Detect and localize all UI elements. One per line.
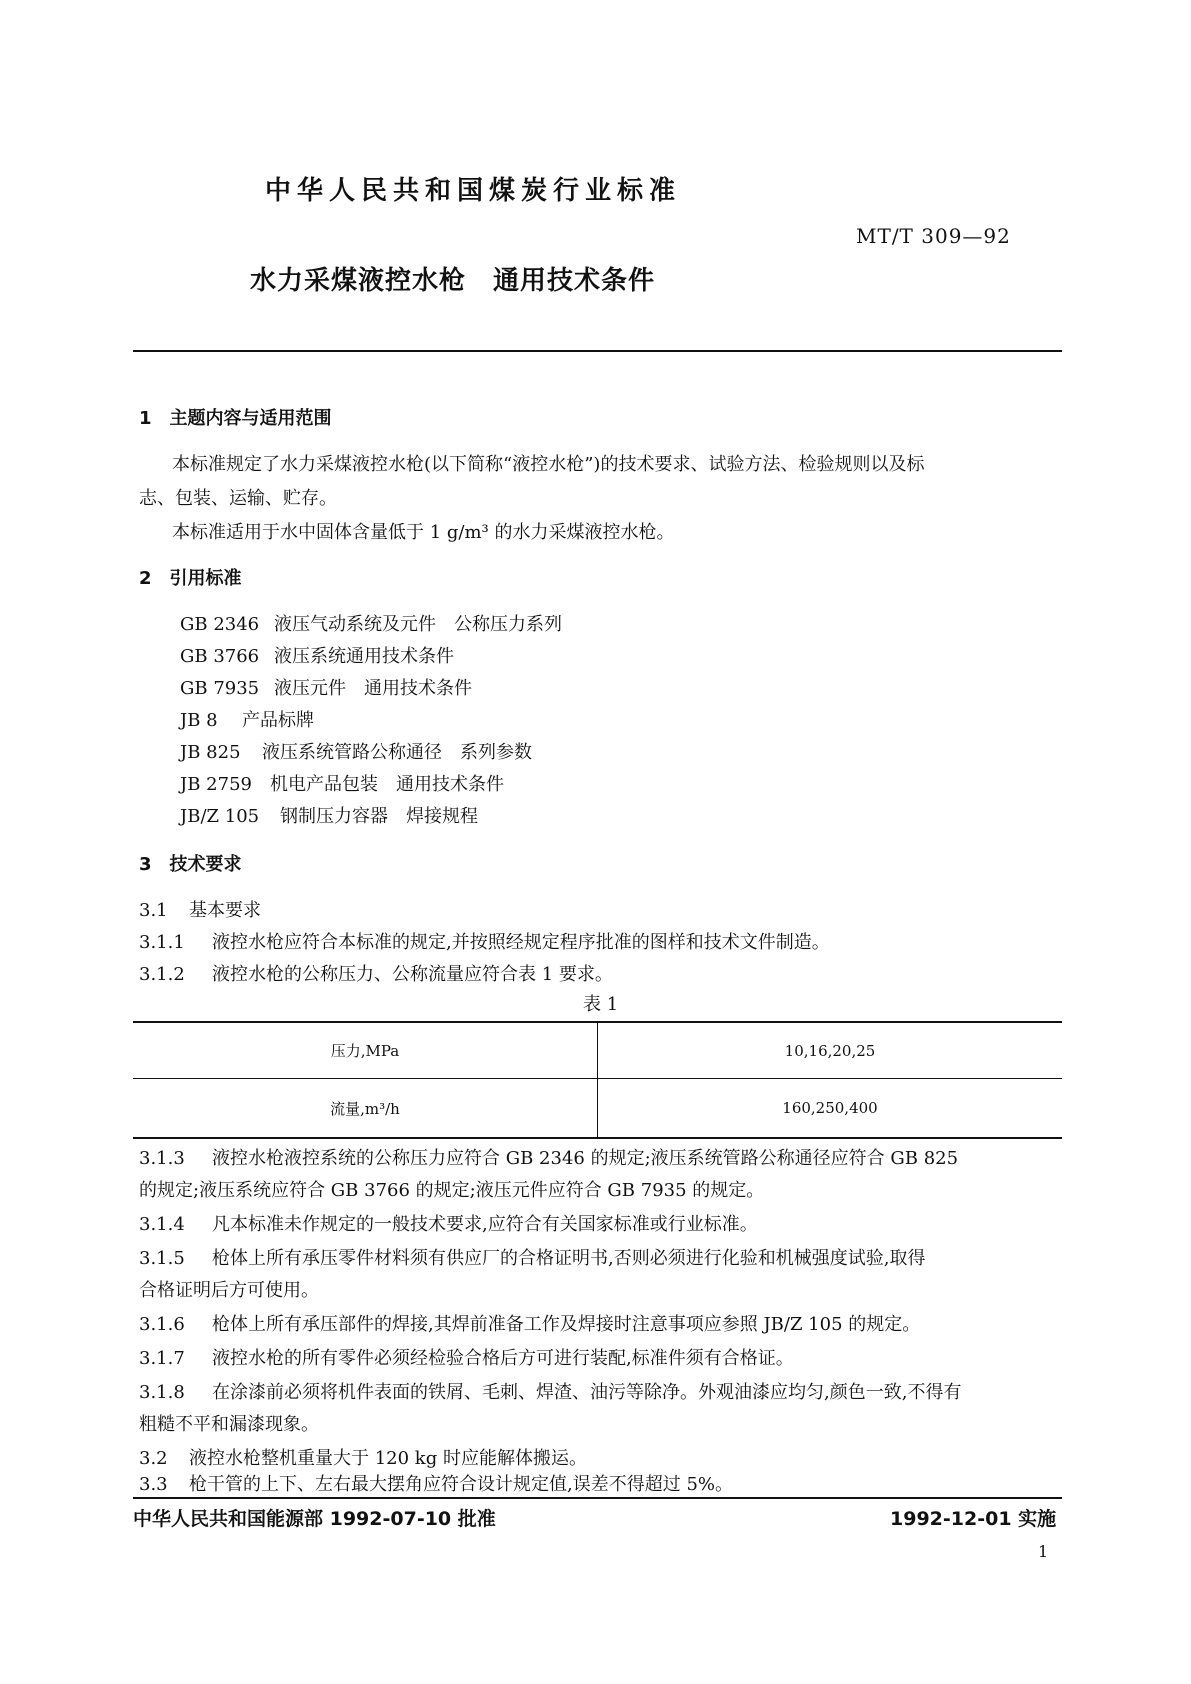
reference-item bbox=[180, 770, 504, 796]
clause-number: 3.1.1 bbox=[139, 932, 185, 953]
clause-number: 3.1.3 bbox=[139, 1148, 185, 1169]
reference-code: GB 3766 bbox=[180, 646, 260, 667]
table-cell-label: 压力,MPa bbox=[133, 1022, 598, 1079]
clause-number: 3.1.4 bbox=[139, 1214, 185, 1235]
section-1-heading: 1 主题内容与适用范围 bbox=[139, 408, 332, 429]
section-3-heading: 3 技术要求 bbox=[139, 854, 242, 875]
reference-code: GB 2346 bbox=[180, 614, 260, 635]
clause-number: 3.2 bbox=[139, 1448, 168, 1469]
org-title: 中华人民共和国煤炭行业标准 bbox=[265, 176, 682, 206]
reference-code: JB 825 bbox=[180, 742, 241, 763]
reference-code: JB 8 bbox=[180, 710, 218, 731]
section-1-para-1-line-1: 本标准规定了水力采煤液控水枪(以下简称“液控水枪”)的技术要求、试验方法、检验规则以及标 bbox=[172, 454, 925, 475]
clause-number: 3.1 bbox=[139, 900, 168, 921]
clause-3-1-2 bbox=[139, 960, 613, 986]
clause-3-3 bbox=[139, 1470, 733, 1496]
section-1-para-1-line-2: 志、包装、运输、贮存。 bbox=[139, 488, 337, 509]
reference-code: JB 2759 bbox=[180, 774, 252, 795]
clause-3-1-7 bbox=[139, 1344, 794, 1370]
standard-code: MT/T 309—92 bbox=[856, 224, 1011, 248]
clause-text: 基本要求 bbox=[189, 900, 261, 921]
reference-item bbox=[180, 706, 314, 732]
reference-code: GB 7935 bbox=[180, 678, 260, 699]
table-1 bbox=[133, 1021, 1062, 1139]
reference-title: 机电产品包装 通用技术条件 bbox=[270, 774, 504, 795]
clause-3-1-6 bbox=[139, 1310, 920, 1336]
table-row bbox=[133, 1022, 1062, 1079]
reference-title: 钢制压力容器 焊接规程 bbox=[280, 806, 478, 827]
clause-3-1-1 bbox=[139, 928, 830, 954]
clause-number: 3.1.5 bbox=[139, 1248, 185, 1269]
clause-text: 液控水枪液控系统的公称压力应符合 GB 2346 的规定;液压系统管路公称通径应符合 GB 825 bbox=[212, 1148, 959, 1169]
document-title: 水力采煤液控水枪 通用技术条件 bbox=[250, 266, 656, 296]
section-2-heading: 2 引用标准 bbox=[139, 568, 242, 589]
clause-number: 3.1.8 bbox=[139, 1382, 185, 1403]
clause-3-1-8-continuation: 粗糙不平和漏漆现象。 bbox=[139, 1414, 319, 1435]
reference-title: 液压系统通用技术条件 bbox=[274, 646, 454, 667]
approval-line: 中华人民共和国能源部 1992-07-10 批准 bbox=[133, 1508, 496, 1530]
clause-3-1-3-continuation: 的规定;液压系统应符合 GB 3766 的规定;液压元件应符合 GB 7935 的规定。 bbox=[139, 1180, 765, 1201]
effective-date: 1992-12-01 实施 bbox=[890, 1508, 1057, 1530]
clause-number: 3.3 bbox=[139, 1474, 168, 1495]
clause-3-1-5-continuation: 合格证明后方可使用。 bbox=[139, 1280, 319, 1301]
table-row bbox=[133, 1079, 1062, 1139]
clause-text: 液控水枪应符合本标准的规定,并按照经规定程序批准的图样和技术文件制造。 bbox=[212, 932, 830, 953]
reference-title: 液压系统管路公称通径 系列参数 bbox=[262, 742, 532, 763]
header-divider bbox=[133, 350, 1062, 352]
clause-number: 3.1.7 bbox=[139, 1348, 185, 1369]
page-number: 1 bbox=[1038, 1542, 1049, 1561]
clause-text: 枪干管的上下、左右最大摆角应符合设计规定值,误差不得超过 5%。 bbox=[189, 1474, 733, 1495]
clause-3-1 bbox=[139, 896, 261, 922]
clause-3-2 bbox=[139, 1444, 587, 1470]
clause-number: 3.1.6 bbox=[139, 1314, 185, 1335]
clause-text: 液控水枪的公称压力、公称流量应符合表 1 要求。 bbox=[212, 964, 613, 985]
footer-divider bbox=[133, 1497, 1062, 1499]
reference-title: 产品标牌 bbox=[242, 710, 314, 731]
clause-text: 凡本标准未作规定的一般技术要求,应符合有关国家标准或行业标准。 bbox=[212, 1214, 758, 1235]
clause-text: 枪体上所有承压部件的焊接,其焊前准备工作及焊接时注意事项应参照 JB/Z 105 的规定。 bbox=[212, 1314, 921, 1335]
reference-item bbox=[180, 674, 472, 700]
clause-text: 枪体上所有承压零件材料须有供应厂的合格证明书,否则必须进行化验和机械强度试验,取得 bbox=[212, 1248, 926, 1269]
table-cell-value: 160,250,400 bbox=[598, 1079, 1063, 1139]
reference-item bbox=[180, 642, 454, 668]
reference-item bbox=[180, 610, 562, 636]
table-caption: 表 1 bbox=[583, 994, 619, 1015]
table-cell-value: 10,16,20,25 bbox=[598, 1022, 1063, 1079]
clause-text: 液控水枪整机重量大于 120 kg 时应能解体搬运。 bbox=[189, 1448, 587, 1469]
clause-3-1-4 bbox=[139, 1210, 758, 1236]
clause-3-1-8 bbox=[139, 1378, 961, 1404]
section-1-para-2: 本标准适用于水中固体含量低于 1 g/m³ 的水力采煤液控水枪。 bbox=[172, 522, 675, 543]
reference-item bbox=[180, 802, 478, 828]
clause-3-1-3 bbox=[139, 1144, 958, 1170]
clause-number: 3.1.2 bbox=[139, 964, 185, 985]
reference-title: 液压气动系统及元件 公称压力系列 bbox=[274, 614, 562, 635]
reference-item bbox=[180, 738, 532, 764]
clause-text: 在涂漆前必须将机件表面的铁屑、毛刺、焊渣、油污等除净。外观油漆应均匀,颜色一致,不得有 bbox=[212, 1382, 962, 1403]
clause-text: 液控水枪的所有零件必须经检验合格后方可进行装配,标准件须有合格证。 bbox=[212, 1348, 794, 1369]
table-cell-label: 流量,m³/h bbox=[133, 1079, 598, 1139]
reference-title: 液压元件 通用技术条件 bbox=[274, 678, 472, 699]
clause-3-1-5 bbox=[139, 1244, 925, 1270]
reference-code: JB/Z 105 bbox=[180, 806, 260, 827]
